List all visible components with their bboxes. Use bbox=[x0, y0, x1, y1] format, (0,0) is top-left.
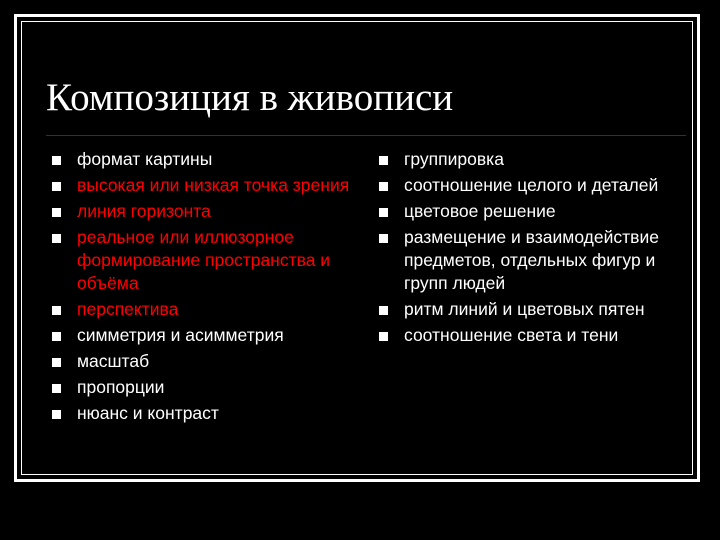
bullet-item bbox=[373, 200, 673, 223]
bullet-text: соотношение целого и деталей bbox=[404, 175, 659, 195]
left-bullet-list bbox=[46, 148, 351, 428]
bullet-item bbox=[373, 226, 673, 295]
square-bullet-icon bbox=[52, 156, 61, 165]
square-bullet-icon bbox=[379, 306, 388, 315]
bullet-item bbox=[46, 324, 351, 347]
bullet-text: линия горизонта bbox=[77, 201, 211, 221]
bullet-text: масштаб bbox=[77, 351, 150, 371]
bullet-text: ритм линий и цветовых пятен bbox=[404, 299, 645, 319]
bullet-text: высокая или низкая точка зрения bbox=[77, 175, 350, 195]
bullet-text: симметрия и асимметрия bbox=[77, 325, 284, 345]
bullet-text: размещение и взаимодействие предметов, отдельных фигур и групп людей bbox=[404, 227, 659, 293]
bullet-item bbox=[373, 174, 673, 197]
bullet-item bbox=[46, 298, 351, 321]
bullet-text: группировка bbox=[404, 149, 504, 169]
right-bullet-list bbox=[373, 148, 673, 350]
bullet-item bbox=[46, 402, 351, 425]
bullet-item bbox=[46, 376, 351, 399]
square-bullet-icon bbox=[52, 410, 61, 419]
bullet-item bbox=[373, 324, 673, 347]
bullet-text: перспектива bbox=[77, 299, 179, 319]
bullet-item bbox=[373, 148, 673, 171]
square-bullet-icon bbox=[52, 332, 61, 341]
square-bullet-icon bbox=[52, 384, 61, 393]
bullet-text: пропорции bbox=[77, 377, 165, 397]
square-bullet-icon bbox=[52, 182, 61, 191]
square-bullet-icon bbox=[379, 182, 388, 191]
square-bullet-icon bbox=[379, 332, 388, 341]
bullet-item bbox=[46, 226, 351, 295]
bullet-item bbox=[46, 200, 351, 223]
bullet-text: цветовое решение bbox=[404, 201, 556, 221]
bullet-text: реальное или иллюзорное формирование пространства и объёма bbox=[77, 227, 331, 293]
bullet-text: формат картины bbox=[77, 149, 213, 169]
square-bullet-icon bbox=[379, 234, 388, 243]
bullet-item bbox=[46, 148, 351, 171]
bullet-item bbox=[373, 298, 673, 321]
bullet-text: нюанс и контраст bbox=[77, 403, 219, 423]
bullet-item bbox=[46, 350, 351, 373]
title-divider bbox=[46, 135, 686, 136]
bullet-text: соотношение света и тени bbox=[404, 325, 619, 345]
square-bullet-icon bbox=[52, 234, 61, 243]
square-bullet-icon bbox=[379, 156, 388, 165]
square-bullet-icon bbox=[52, 306, 61, 315]
square-bullet-icon bbox=[379, 208, 388, 217]
bullet-item bbox=[46, 174, 351, 197]
square-bullet-icon bbox=[52, 358, 61, 367]
slide-title: Композиция в живописи bbox=[46, 76, 454, 119]
square-bullet-icon bbox=[52, 208, 61, 217]
